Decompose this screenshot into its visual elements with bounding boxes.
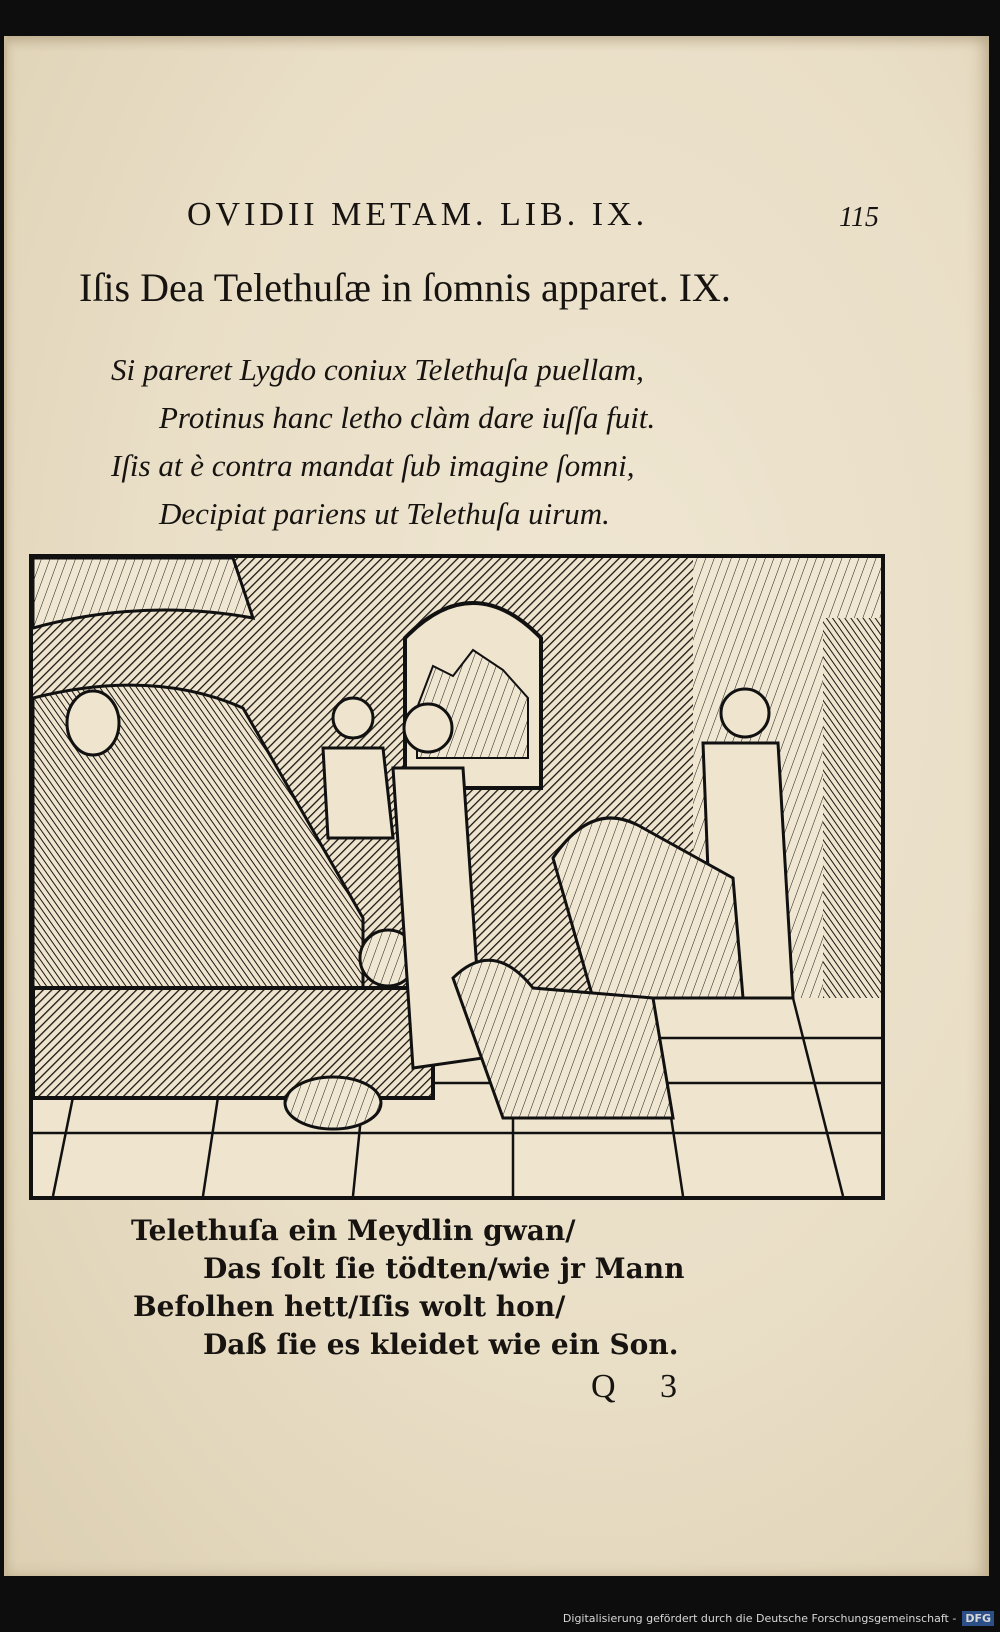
book-page bbox=[4, 36, 989, 1576]
latin-verses bbox=[111, 346, 655, 538]
bed-frame bbox=[33, 988, 433, 1098]
german-verse-line: Telethuſa ein Meydlin gwan/ bbox=[131, 1214, 576, 1247]
latin-verse-line: Decipiat pariens ut Telethuſa uirum. bbox=[159, 496, 610, 531]
woodcut-illustration bbox=[29, 554, 885, 1200]
german-verse-line: Das ſolt ſie tödten/wie jr Mann bbox=[203, 1252, 685, 1285]
woodcut-scene bbox=[33, 558, 881, 1196]
doorway bbox=[823, 618, 881, 998]
german-verses bbox=[131, 1212, 685, 1364]
german-verse-line: Befolhen hett/Iſis wolt hon/ bbox=[133, 1290, 566, 1323]
latin-verse-line: Protinus hanc letho clàm dare iuſſa fuit. bbox=[159, 400, 656, 435]
page-number: 115 bbox=[839, 202, 879, 233]
dfg-logo: DFG bbox=[962, 1611, 994, 1626]
running-title: OVIDII METAM. LIB. IX. bbox=[187, 196, 649, 233]
chapter-title: Iſis Dea Telethuſæ in ſomnis apparet. IX. bbox=[79, 265, 731, 310]
german-verse-line: Daß ſie es kleidet wie ein Son. bbox=[203, 1328, 679, 1361]
sleeping-woman bbox=[67, 691, 119, 755]
signature-mark: Q 3 bbox=[591, 1368, 696, 1405]
latin-verse-line: Iſis at è contra mandat ſub imagine ſomni, bbox=[111, 448, 635, 483]
footer-credit: Digitalisierung gefördert durch die Deutsche Forschungsgemeinschaft - bbox=[562, 1611, 957, 1625]
latin-verse-line: Si pareret Lygdo coniux Telethuſa puellam, bbox=[111, 352, 644, 387]
small-dog bbox=[285, 1077, 381, 1129]
digitization-footer bbox=[563, 1608, 994, 1628]
